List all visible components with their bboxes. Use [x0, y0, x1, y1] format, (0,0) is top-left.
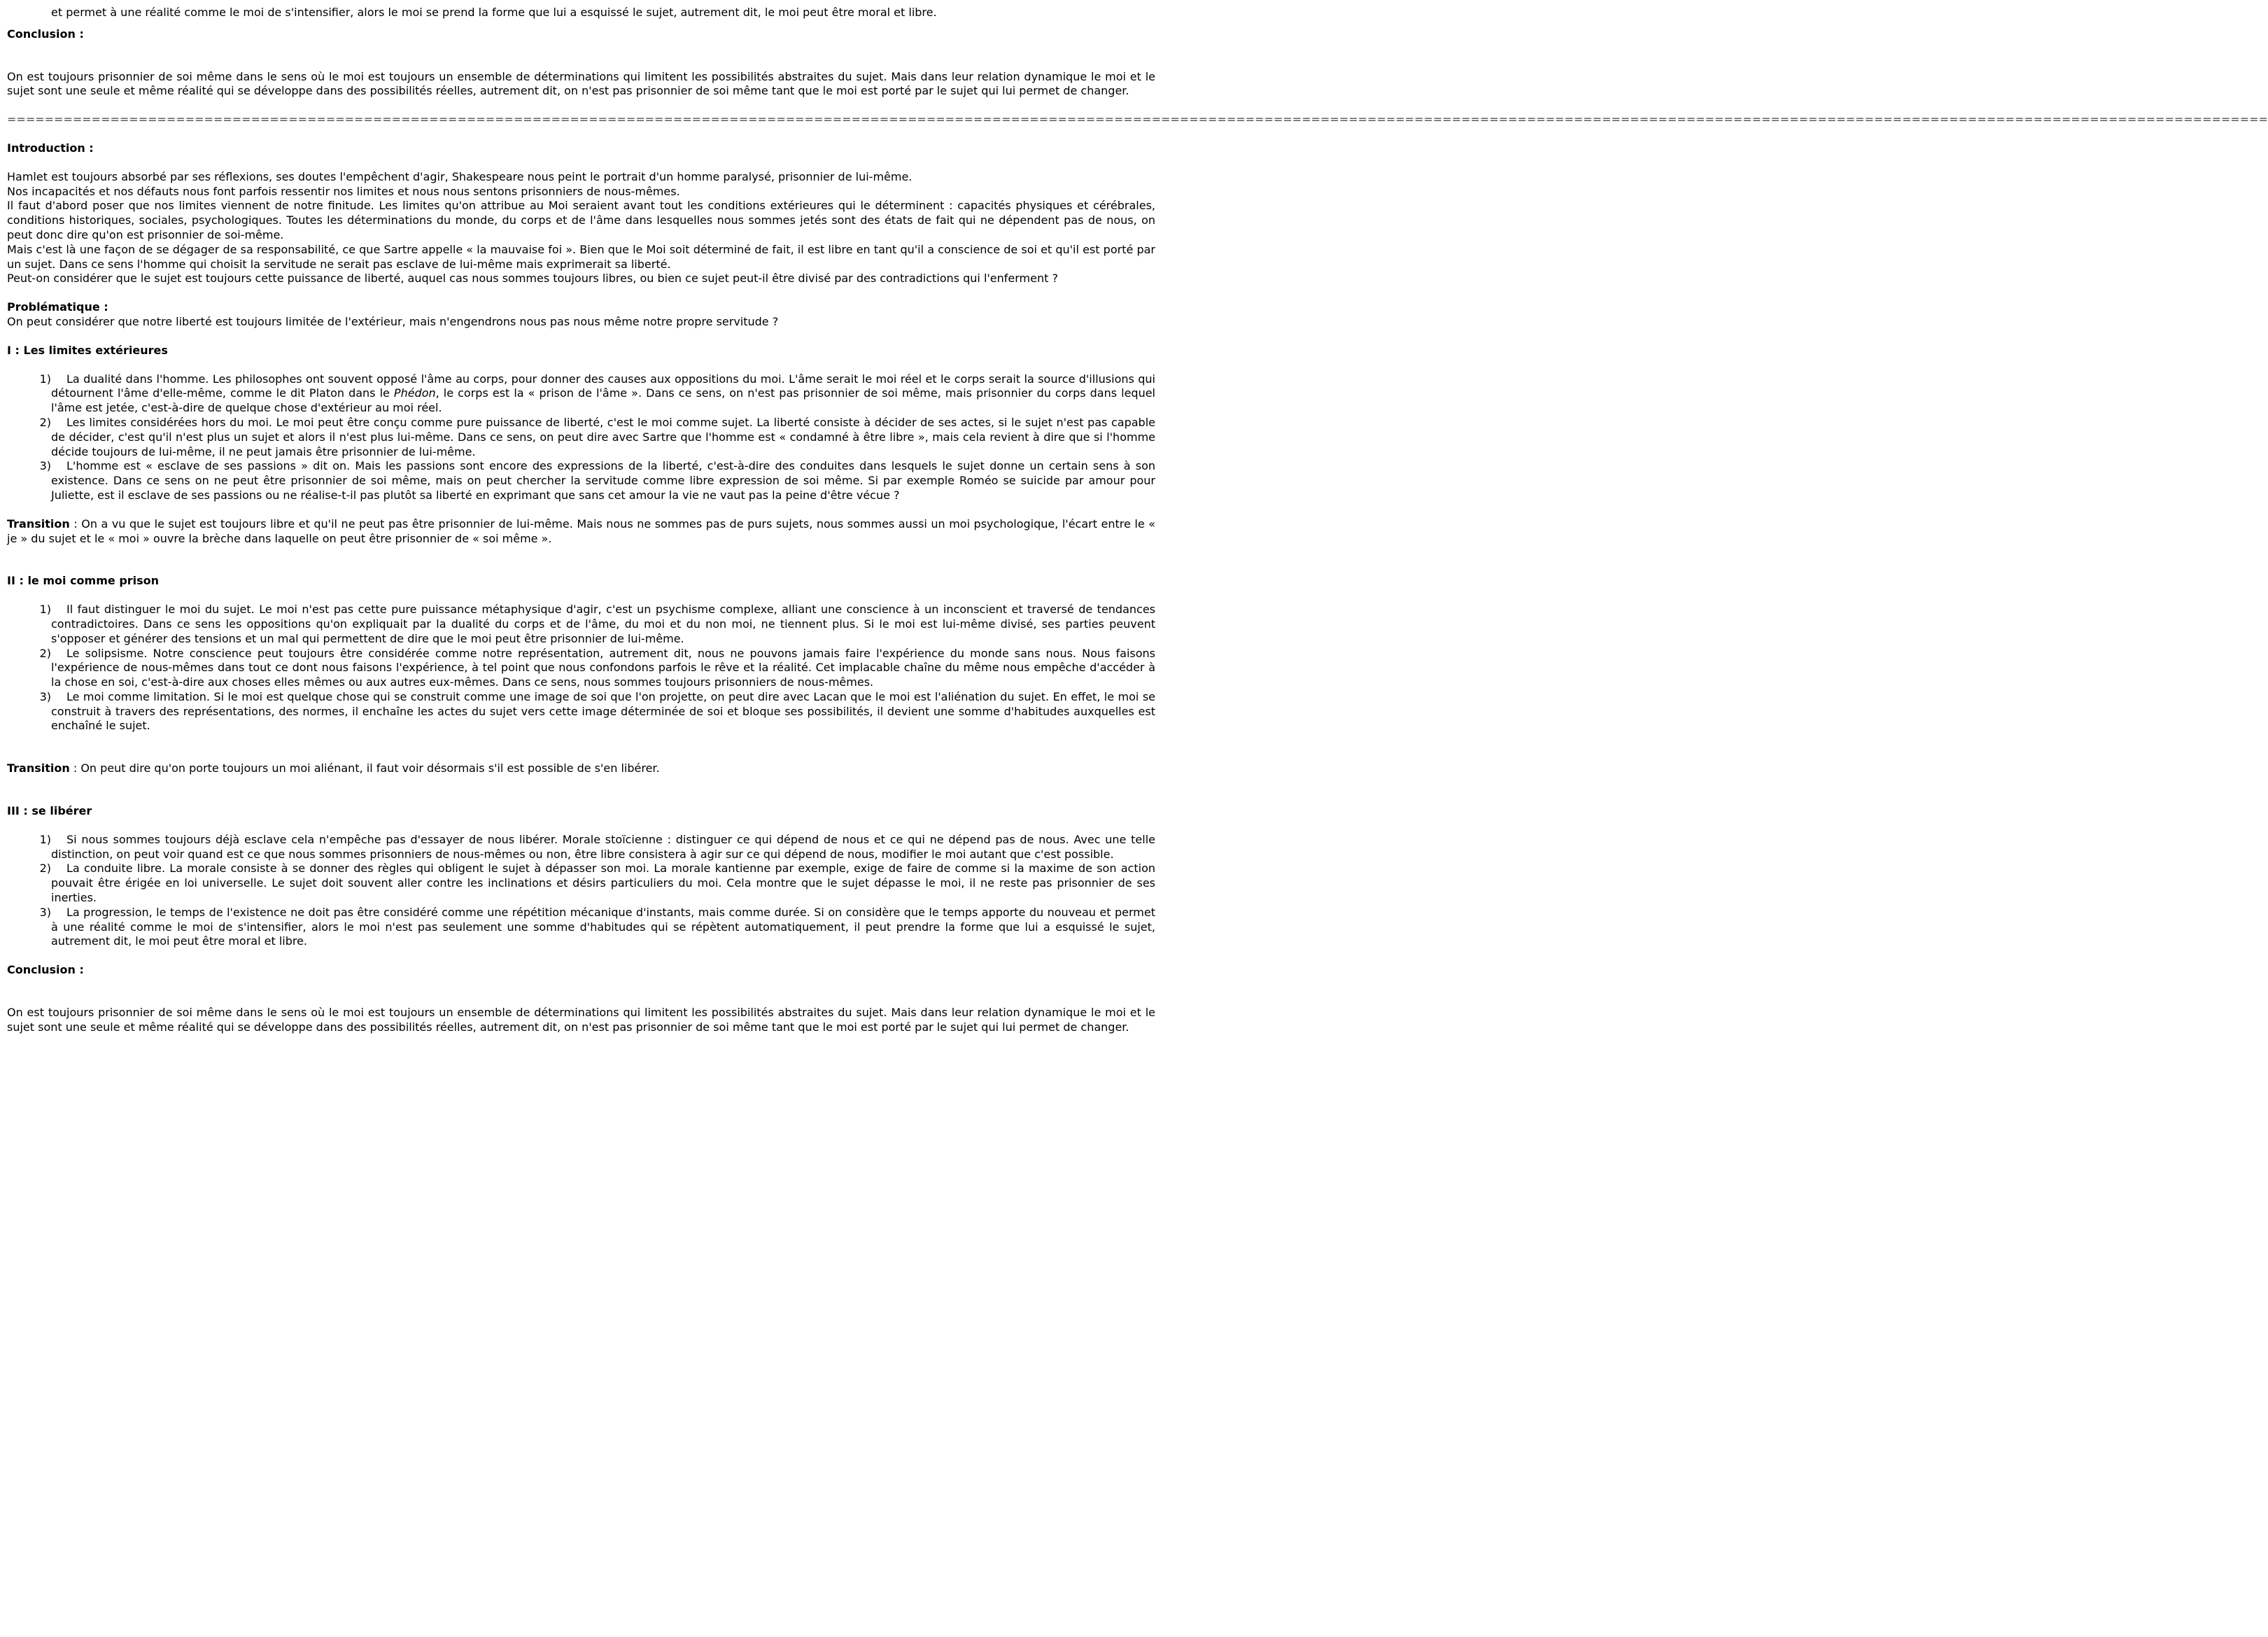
document-page [7, 6, 2268, 1035]
book-title-phedon: Phédon [393, 386, 436, 400]
top-conclusion-heading: Conclusion : [7, 27, 84, 41]
conclusion-text: On est toujours prisonnier de soi même dans le sens où le moi est toujours un ensemble de déterminations qui limitent les possibilités abstraites du sujet. Mais dans leur relation dynamique le moi et le sujet sont une seule et même réalité qui se développe dans des possibilités réelles, autrement dit, on n'est pas prisonnier de soi même tant que le moi est porté par le sujet qui lui permet de changer. [7, 1006, 1155, 1034]
item-text: Le solipsisme. Notre conscience peut toujours être considérée comme notre représentation, autrement dit, nous ne pouvons jamais faire l'expérience du monde sans nous. Nous faisons l'expérience de nous-mêmes dans tout ce dont nous faisons l'expérience, à tel point que nous confondons parfois le rêve et la réalité. Cet implacable chaîne du même nous empêche d'accéder à la chose en soi, c'est-à-dire aux choses elles mêmes ou aux autres eux-mêmes. Dans ce sens, nous sommes toujours prisonniers de nous-mêmes. [51, 646, 1155, 689]
intro-paragraph: Il faut d'abord poser que nos limites viennent de notre finitude. Les limites qu'on attribue au Moi seraient avant tout les conditions extérieures qui le déterminent : capacités physiques et cérébrales, conditions historiques, sociales, psychologiques. Toutes les déterminations du monde, du corps et de l'âme dans lesquelles nous sommes jetés sont des états de fait qui ne dépendent pas de nous, on peut donc dire qu'on est prisonnier de soi-même. [7, 199, 1155, 241]
conclusion-heading: Conclusion : [7, 963, 84, 977]
top-conclusion-text: On est toujours prisonnier de soi même dans le sens où le moi est toujours un ensemble de déterminations qui limitent les possibilités abstraites du sujet. Mais dans leur relation dynamique le moi et le sujet sont une seule et même réalité qui se développe dans des possibilités réelles, autrement dit, on n'est pas prisonnier de soi même tant que le moi est porté par le sujet qui lui permet de changer. [7, 69, 1155, 98]
item-number: 2) [39, 862, 51, 876]
item-text: La dualité dans l'homme. Les philosophes ont souvent opposé l'âme au corps, pour donner des causes aux oppositions du moi. L'âme serait le moi réel et le corps serait la source d'illusions qui détournent l'âme d'elle-même, comme le dit Platon dans le [51, 372, 1155, 400]
list-item [39, 832, 1155, 862]
list-item [39, 646, 1155, 690]
item-text: , le corps est la « prison de l'âme ». Dans ce sens, on n'est pas prisonnier de soi même, mais prisonnier du corps dans lequel l'âme est jetée, c'est-à-dire de quelque chose d'extérieur au moi réel. [51, 386, 1155, 415]
item-number: 1) [39, 832, 51, 846]
item-number: 3) [39, 905, 51, 919]
item-number: 1) [39, 603, 51, 617]
item-number: 2) [39, 415, 51, 429]
list-item [39, 459, 1155, 503]
item-number: 3) [39, 459, 51, 473]
list-item [39, 415, 1155, 459]
item-text: Le moi comme limitation. Si le moi est quelque chose qui se construit comme une image de soi que l'on projette, on peut dire avec Lacan que le moi est l'aliénation du sujet. En effet, le moi se construit à travers des représentations, des normes, il enchaîne les actes du sujet vers cette image déterminée de soi et bloque ses possibilités, il devient une somme d'habitudes auxquelles est enchaîné le sujet. [51, 689, 1155, 733]
introduction-heading: Introduction : [7, 141, 94, 155]
intro-paragraph: Mais c'est là une façon de se dégager de sa responsabilité, ce que Sartre appelle « la mauvaise foi ». Bien que le Moi soit déterminé de fait, il est libre en tant qu'il a conscience de soi et qu'il est porté par un sujet. Dans ce sens l'homme qui choisit la servitude ne serait pas esclave de lui-même mais exprimerait sa liberté. [7, 242, 1155, 271]
transition-text: : On a vu que le sujet est toujours libre et qu'il ne peut pas être prisonnier de lui-même. Mais nous ne sommes pas de purs sujets, nous sommes aussi un moi psychologique, l'écart entre le « je » du sujet et le « moi » ouvre la brèche dans laquelle on peut être prisonnier de « soi même ». [7, 517, 1155, 545]
intro-paragraph: Nos incapacités et nos défauts nous font parfois ressentir nos limites et nous nous sentons prisonniers de nous-mêmes. [7, 184, 680, 198]
problematique-heading: Problématique : [7, 300, 108, 314]
fragment-paragraph: et permet à une réalité comme le moi de s'intensifier, alors le moi se prend la forme que lui a esquissé le sujet, autrement dit, le moi peut être moral et libre. [51, 6, 937, 19]
item-text: Si nous sommes toujours déjà esclave cela n'empêche pas d'essayer de nous libérer. Morale stoïcienne : distinguer ce qui dépend de nous et ce qui ne dépend pas de nous. Avec une telle distinction, on peut voir quand est ce que nous sommes prisonniers de nous-mêmes ou non, être libre consistera à agir sur ce qui dépend de nous, modifier le moi autant que c'est possible. [51, 832, 1155, 861]
item-text: La conduite libre. La morale consiste à se donner des règles qui obligent le sujet à dépasser son moi. La morale kantienne par exemple, exige de faire de comme si la maxime de son action pouvait être érigée en loi universelle. Le sujet doit souvent aller contre les inclinations et désirs particuliers du moi. Cela montre que le sujet dépasse le moi, il ne reste pas prisonnier de ses inerties. [51, 862, 1155, 905]
part3-heading: III : se libérer [7, 804, 92, 818]
list-item [39, 862, 1155, 905]
part2-list [7, 603, 1155, 733]
part2-heading: II : le moi comme prison [7, 574, 160, 588]
part2-transition [7, 761, 1155, 776]
transition-label: Transition [7, 517, 70, 531]
item-text: Il faut distinguer le moi du sujet. Le moi n'est pas cette pure puissance métaphysique d'agir, c'est un psychisme complexe, alliant une conscience à un inconscient et traversé de tendances contradictoires. Dans ce sens les oppositions qu'on expliquait par la dualité du corps et de l'âme, du moi et du non moi, ne tiennent plus. Si le moi est lui-même divisé, ses parties peuvent s'opposer et générer des tensions et un mal qui permettent de dire que le moi peut être prisonnier de lui-même. [51, 603, 1155, 645]
item-text: La progression, le temps de l'existence ne doit pas être considéré comme une répétition mécanique d'instants, mais comme durée. Si on considère que le temps apporte du nouveau et permet à une réalité comme le moi de s'intensifier, alors le moi n'est pas seulement une somme d'habitudes qui se répètent automatiquement, il peut prendre la forme que lui a esquissé le sujet, autrement dit, le moi peut être moral et libre. [51, 905, 1155, 948]
problematique-text: On peut considérer que notre liberté est toujours limitée de l'extérieur, mais n'engendrons nous pas nous même notre propre servitude ? [7, 314, 779, 328]
intro-paragraph: Hamlet est toujours absorbé par ses réflexions, ses doutes l'empêchent d'agir, Shakespeare nous peint le portrait d'un homme paralysé, prisonnier de lui-même. [7, 169, 913, 183]
list-item [39, 689, 1155, 733]
part3-list [7, 833, 1155, 949]
item-number: 2) [39, 646, 51, 660]
item-text: L'homme est « esclave de ses passions » dit on. Mais les passions sont encore des expressions de la liberté, c'est-à-dire des conduites dans lesquels le sujet donne un certain sens à son existence. Dans ce sens on ne peut être prisonnier de soi même, mais on peut chercher la servitude comme libre expression de soi même. Si par exemple Roméo se suicide par amour pour Juliette, est il esclave de ses passions ou ne réalise-t-il pas plutôt sa liberté en exprimant que sans cet amour la vie ne vaut pas la peine d'être vécue ? [51, 459, 1155, 502]
list-item [39, 905, 1155, 949]
transition-text: : On peut dire qu'on porte toujours un moi aliénant, il faut voir désormais s'il est possible de s'en libérer. [69, 761, 660, 775]
item-text: Les limites considérées hors du moi. Le moi peut être conçu comme pure puissance de liberté, c'est le moi comme sujet. La liberté consiste à décider de ses actes, si le sujet n'est pas capable de décider, c'est qu'il n'est plus un sujet et alors il n'est plus lui-même. Dans ce sens, on peut dire avec Sartre que l'homme est « condamné à être libre », mais cela revient à dire que si l'homme décide toujours de lui-même, il ne peut jamais être prisonnier de lui-même. [51, 415, 1155, 458]
list-item [39, 372, 1155, 416]
intro-paragraph: Peut-on considérer que le sujet est toujours cette puissance de liberté, auquel cas nous sommes toujours libres, ou bien ce sujet peut-il être divisé par des contradictions qui l'enferment ? [7, 272, 1058, 286]
separator-line: ================================================================================================================================================================================================================================================= [7, 113, 2268, 127]
part1-list [7, 372, 1155, 503]
part1-heading: I : Les limites extérieures [7, 343, 168, 357]
part1-transition [7, 517, 1155, 547]
list-item [39, 603, 1155, 646]
item-number: 3) [39, 689, 51, 703]
item-number: 1) [39, 372, 51, 386]
transition-label: Transition [7, 761, 70, 775]
